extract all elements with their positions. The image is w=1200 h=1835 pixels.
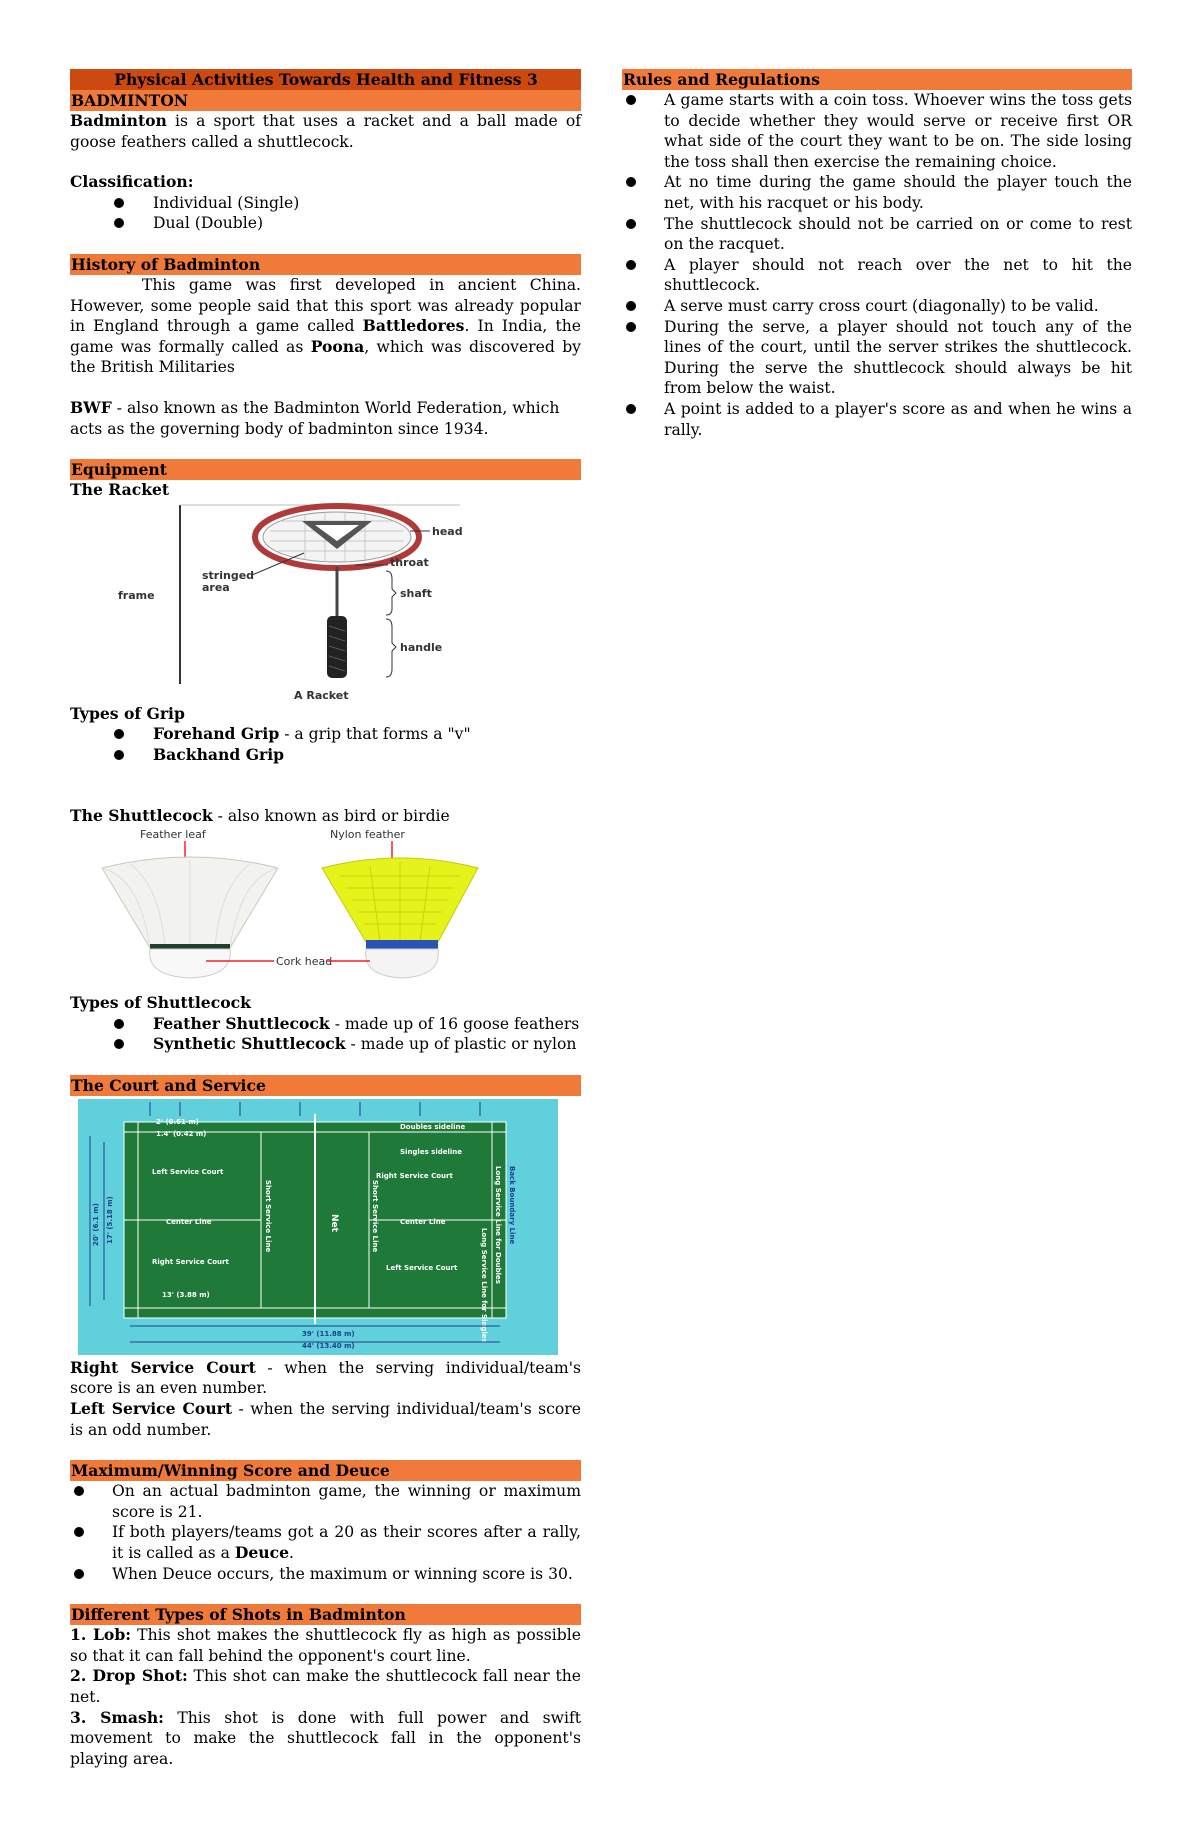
history-header: History of Badminton bbox=[70, 254, 581, 275]
history-text-1: This game was first developed in ancient China. However, some people said that this sport was already popular in England through a game called bbox=[70, 275, 581, 336]
racket-svg bbox=[70, 501, 581, 704]
list-item: When Deuce occurs, the maximum or winning score is 30. bbox=[70, 1564, 581, 1585]
left-court-paragraph bbox=[70, 1399, 581, 1440]
list-item bbox=[70, 1034, 581, 1055]
shuttle-type-2-rest: - made up of plastic or nylon bbox=[345, 1035, 577, 1054]
shot-3-rest: This shot is done with full power and swift movement to make the shuttlecock fall in the opponent's playing area. bbox=[70, 1708, 581, 1768]
history-paragraph bbox=[70, 275, 581, 378]
shots-header: Different Types of Shots in Badminton bbox=[70, 1604, 581, 1625]
history-text-3: , which was discovered by the British Militaries bbox=[70, 337, 581, 377]
score-2c: . bbox=[289, 1544, 295, 1563]
court-singles-sideline: Singles sideline bbox=[400, 1147, 463, 1156]
court-dim-4: 39' (11.88 m) bbox=[302, 1329, 355, 1338]
classification-list bbox=[70, 193, 581, 234]
list-item: A player should not reach over the net to hit the shuttlecock. bbox=[622, 255, 1132, 296]
feather-shuttlecock bbox=[102, 857, 278, 978]
shuttle-bold: The Shuttlecock bbox=[70, 805, 213, 825]
court-back-boundary: Back Boundary Line bbox=[508, 1165, 516, 1245]
shuttle-rest: - also known as bird or birdie bbox=[212, 806, 450, 825]
racket-caption: A Racket bbox=[294, 688, 349, 702]
racket-frame-label: frame bbox=[118, 588, 155, 602]
shot-1-rest: This shot makes the shuttlecock fly as high as possible so that it can fall behind the opponent's court line. bbox=[70, 1626, 581, 1665]
list-item: Individual (Single) bbox=[70, 193, 581, 214]
court-left-service-right: Left Service Court bbox=[386, 1263, 458, 1272]
shot-2-rest: This shot can make the shuttlecock fall near the net. bbox=[70, 1667, 581, 1706]
shuttle-type-1-rest: - made up of 16 goose feathers bbox=[329, 1014, 580, 1033]
page-title: Physical Activities Towards Health and Fitness 3 bbox=[70, 69, 581, 90]
shuttle-types-label: Types of Shuttlecock bbox=[70, 993, 251, 1013]
section-title-badminton: BADMINTON bbox=[70, 90, 581, 111]
court-doubles-sideline: Doubles sideline bbox=[400, 1122, 466, 1131]
list-item bbox=[70, 1014, 581, 1035]
equipment-header: Equipment bbox=[70, 459, 581, 480]
list-item: During the serve, a player should not touch any of the lines of the court, until the server strikes the shuttlecock. During the serve the shuttlecock should always be hit from below the waist. bbox=[622, 317, 1132, 399]
racket-throat-label: throat bbox=[390, 555, 429, 569]
shot-1-bold: 1. Lob: bbox=[70, 1625, 131, 1645]
history-bold-2: Poona bbox=[310, 336, 365, 356]
court-right-service-right: Right Service Court bbox=[376, 1171, 453, 1180]
right-column bbox=[622, 69, 1132, 440]
rules-list bbox=[622, 90, 1132, 440]
court-short-service-left: Short Service Line bbox=[264, 1179, 272, 1253]
bwf-paragraph bbox=[70, 398, 581, 439]
score-2b: Deuce bbox=[234, 1543, 290, 1563]
court-net-label: Net bbox=[329, 1213, 339, 1232]
list-item bbox=[70, 724, 581, 745]
grip-list bbox=[70, 724, 581, 765]
court-center-line-right: Center Line bbox=[400, 1217, 446, 1226]
shuttlecock-figure bbox=[70, 826, 581, 993]
court-dim-7: 17' (5.18 m) bbox=[106, 1196, 114, 1244]
intro-bold: Badminton bbox=[70, 111, 167, 130]
left-court-bold: Left Service Court bbox=[70, 1399, 233, 1419]
grip-1-bold: Forehand Grip bbox=[153, 724, 280, 744]
bwf-bold: BWF bbox=[70, 397, 112, 417]
shuttlecock-svg bbox=[70, 826, 581, 993]
court-dim-5: 44' (13.40 m) bbox=[302, 1341, 355, 1350]
list-item: A game starts with a coin toss. Whoever wins the toss gets to decide whether they would serve or receive first OR what side of the court they want to be on. The side losing the toss shall then exercise the remaining choice. bbox=[622, 90, 1132, 172]
list-item bbox=[70, 745, 581, 766]
right-court-paragraph bbox=[70, 1358, 581, 1399]
court-right-service-left: Right Service Court bbox=[152, 1257, 229, 1266]
shuttle-type-2-bold: Synthetic Shuttlecock bbox=[153, 1034, 346, 1054]
court-svg bbox=[70, 1096, 581, 1358]
feather-leaf-label: Feather leaf bbox=[140, 828, 206, 842]
shot-1 bbox=[70, 1625, 581, 1666]
score-2a: If both players/teams got a 20 as their scores after a rally, it is called as a bbox=[112, 1523, 581, 1563]
racket-diagram bbox=[70, 501, 581, 704]
court-dim-2: 1.4' (0.42 m) bbox=[156, 1129, 207, 1138]
list-item: A point is added to a player's score as and when he wins a rally. bbox=[622, 399, 1132, 440]
history-bold-1: Battledores bbox=[362, 316, 465, 336]
score-list bbox=[70, 1481, 581, 1584]
shot-2-bold: 2. Drop Shot: bbox=[70, 1666, 188, 1686]
court-dim-6: 20' (6.1 m) bbox=[92, 1203, 100, 1246]
cork-head-label: Cork head bbox=[276, 955, 333, 969]
racket-label: The Racket bbox=[70, 480, 170, 500]
court-dim-1: 2' (0.61 m) bbox=[156, 1117, 199, 1126]
list-item: At no time during the game should the player touch the net, with his racquet or his body. bbox=[622, 172, 1132, 213]
grip-label: Types of Grip bbox=[70, 703, 185, 723]
shot-3-bold: 3. Smash: bbox=[70, 1707, 164, 1727]
intro-rest: is a sport that uses a racket and a ball made of goose feathers called a shuttlecock. bbox=[70, 112, 581, 151]
list-item: Dual (Double) bbox=[70, 213, 581, 234]
shuttle-type-1-bold: Feather Shuttlecock bbox=[153, 1013, 330, 1033]
court-left-service-left: Left Service Court bbox=[152, 1167, 224, 1176]
intro-paragraph bbox=[70, 111, 581, 152]
racket-area-label: area bbox=[202, 580, 230, 594]
classification-label: Classification: bbox=[70, 172, 194, 192]
court-short-service-right: Short Service Line bbox=[371, 1179, 379, 1253]
grip-1-rest: - a grip that forms a "v" bbox=[279, 725, 471, 744]
court-diagram bbox=[70, 1096, 581, 1358]
nylon-feather-label: Nylon feather bbox=[330, 828, 405, 842]
left-column bbox=[70, 69, 581, 1769]
history-text-2: . In India, the game was formally called as bbox=[70, 317, 582, 356]
synthetic-shuttlecock bbox=[322, 858, 478, 978]
list-item: The shuttlecock should not be carried on or come to rest on the racquet. bbox=[622, 214, 1132, 255]
racket-stringed-label: stringed bbox=[202, 568, 255, 582]
list-item: On an actual badminton game, the winning or maximum score is 21. bbox=[70, 1481, 581, 1522]
court-center-line-left: Center Line bbox=[166, 1217, 212, 1226]
list-item: A serve must carry cross court (diagonally) to be valid. bbox=[622, 296, 1132, 317]
bwf-rest: - also known as the Badminton World Federation, which acts as the governing body of badminton since 1934. bbox=[70, 398, 560, 438]
rules-header: Rules and Regulations bbox=[622, 69, 1132, 90]
score-header: Maximum/Winning Score and Deuce bbox=[70, 1460, 581, 1481]
list-item bbox=[70, 1522, 581, 1563]
court-header: The Court and Service bbox=[70, 1075, 581, 1096]
shot-2 bbox=[70, 1666, 581, 1707]
shot-3 bbox=[70, 1708, 581, 1770]
shuttle-types-list bbox=[70, 1014, 581, 1055]
grip-2-bold: Backhand Grip bbox=[153, 744, 285, 764]
court-long-service-singles: Long Service Line for Singles bbox=[480, 1227, 488, 1343]
court-dim-3: 13' (3.88 m) bbox=[162, 1290, 210, 1299]
right-court-rest: - when the serving individual/team's score is an even number. bbox=[70, 1358, 581, 1398]
left-court-rest: - when the serving individual/team's score is an odd number. bbox=[70, 1400, 581, 1439]
shuttle-paragraph bbox=[70, 806, 581, 827]
racket-head-label: head bbox=[432, 524, 463, 538]
racket-handle-label: handle bbox=[400, 640, 443, 654]
court-long-service-doubles: Long Service Line for Doubles bbox=[494, 1165, 502, 1284]
right-court-bold: Right Service Court bbox=[70, 1357, 256, 1377]
racket-shaft-label: shaft bbox=[400, 586, 432, 600]
